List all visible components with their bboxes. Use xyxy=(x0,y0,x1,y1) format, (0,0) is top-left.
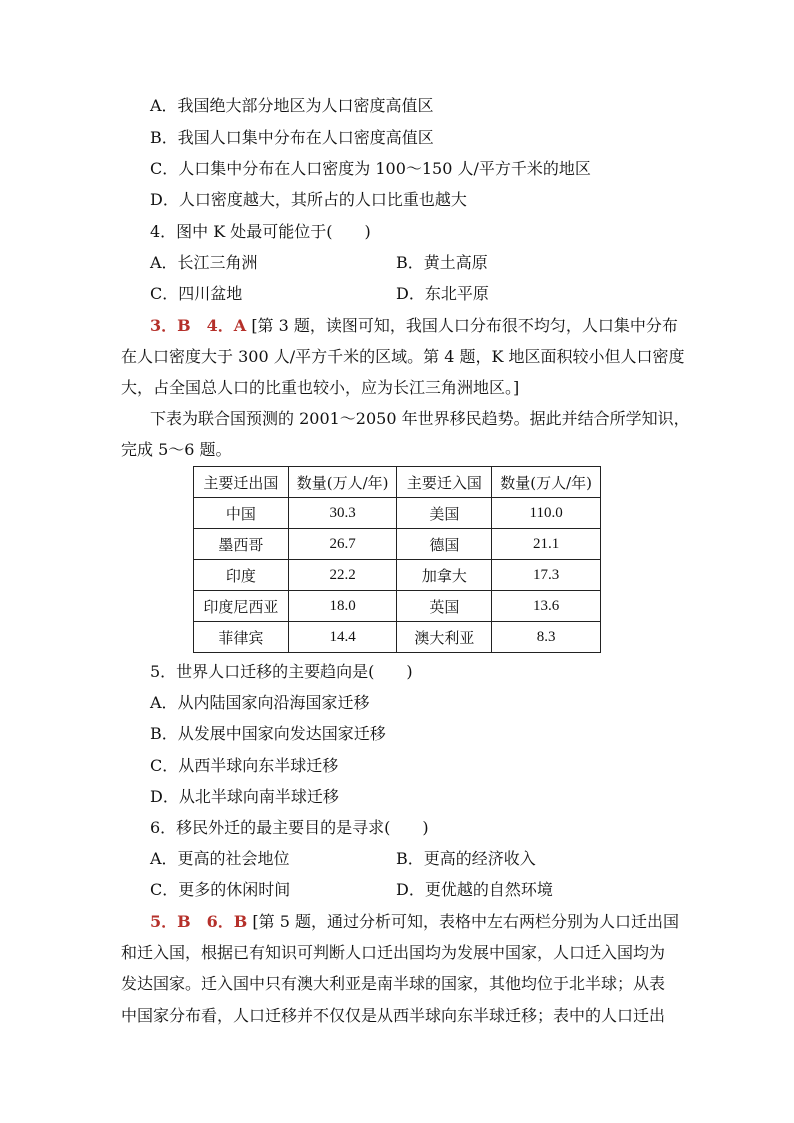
answer-56-line-1 xyxy=(150,912,679,932)
q4-stem: 4．图中 K 处最可能位于( ) xyxy=(150,222,371,241)
answer-34-label: 3．B 4．A xyxy=(150,316,247,335)
table-cell: 13.6 xyxy=(492,591,601,622)
header-emigration-count: 数量(万人/年) xyxy=(288,467,397,498)
answer-56-line-2: 和迁入国，根据已有知识可判断人口迁出国均为发展中国家，人口迁入国均为 xyxy=(121,943,666,962)
q3-option-d: D．人口密度越大，其所占的人口比重也越大 xyxy=(150,190,467,209)
q3-option-b: B．我国人口集中分布在人口密度高值区 xyxy=(150,128,434,147)
table-cell: 墨西哥 xyxy=(194,529,289,560)
table-cell: 澳大利亚 xyxy=(397,622,492,653)
answer-34-line-3: 大，占全国总人口的比重也较小，应为长江三角洲地区。] xyxy=(121,378,520,397)
table-cell: 30.3 xyxy=(288,498,397,529)
q6-stem: 6．移民外迁的最主要目的是寻求( ) xyxy=(150,818,429,837)
table-cell: 印度 xyxy=(194,560,289,591)
table-cell: 26.7 xyxy=(288,529,397,560)
table-row xyxy=(194,529,601,560)
header-immigration-country: 主要迁入国 xyxy=(397,467,492,498)
q5-stem: 5．世界人口迁移的主要趋向是( ) xyxy=(150,662,413,681)
answer-56-text-1: [第 5 题，通过分析可知，表格中左右两栏分别为人口迁出国 xyxy=(252,912,680,931)
q5-option-c: C．从西半球向东半球迁移 xyxy=(150,756,339,775)
q5-option-b: B．从发展中国家向发达国家迁移 xyxy=(150,724,386,743)
q5-option-a: A．从内陆国家向沿海国家迁移 xyxy=(150,693,370,712)
q4-option-c: C．四川盆地 xyxy=(150,284,243,303)
answer-56-line-3: 发达国家。迁入国中只有澳大利亚是南半球的国家，其他均位于北半球；从表 xyxy=(121,974,666,993)
header-emigration-country: 主要迁出国 xyxy=(194,467,289,498)
table-row xyxy=(194,622,601,653)
table-row xyxy=(194,560,601,591)
q3-option-a: A．我国绝大部分地区为人口密度高值区 xyxy=(150,96,434,115)
table-cell: 德国 xyxy=(397,529,492,560)
table-cell: 17.3 xyxy=(492,560,601,591)
q6-option-d: D．更优越的自然环境 xyxy=(396,880,553,899)
table-cell: 加拿大 xyxy=(397,560,492,591)
table-cell: 印度尼西亚 xyxy=(194,591,289,622)
table-cell: 中国 xyxy=(194,498,289,529)
table-cell: 美国 xyxy=(397,498,492,529)
answer-34-line-1 xyxy=(150,316,678,336)
table-cell: 22.2 xyxy=(288,560,397,591)
q6-option-a: A．更高的社会地位 xyxy=(150,849,290,868)
table-cell: 110.0 xyxy=(492,498,601,529)
answer-56-label: 5．B 6．B xyxy=(150,912,248,931)
answer-34-line-2: 在人口密度大于 300 人/平方千米的区域。第 4 题，K 地区面积较小但人口密度 xyxy=(121,347,685,366)
table-row xyxy=(194,591,601,622)
intro-line-1: 下表为联合国预测的 2001～2050 年世界移民趋势。据此并结合所学知识， xyxy=(150,409,690,428)
table-cell: 21.1 xyxy=(492,529,601,560)
table-cell: 14.4 xyxy=(288,622,397,653)
table-cell: 英国 xyxy=(397,591,492,622)
q4-option-a: A．长江三角洲 xyxy=(150,253,258,272)
q6-option-c: C．更多的休闲时间 xyxy=(150,880,291,899)
table-cell: 18.0 xyxy=(288,591,397,622)
q3-option-c: C．人口集中分布在人口密度为 100～150 人/平方千米的地区 xyxy=(150,159,591,178)
migration-table xyxy=(193,466,601,653)
q4-option-d: D．东北平原 xyxy=(396,284,489,303)
table-cell: 菲律宾 xyxy=(194,622,289,653)
answer-56-line-4: 中国家分布看，人口迁移并不仅仅是从西半球向东半球迁移；表中的人口迁出 xyxy=(121,1006,666,1025)
answer-34-text-1: [第 3 题，读图可知，我国人口分布很不均匀，人口集中分布 xyxy=(251,316,678,335)
table-header-row xyxy=(194,467,601,498)
q6-option-b: B．更高的经济收入 xyxy=(396,849,536,868)
table-row xyxy=(194,498,601,529)
q5-option-d: D．从北半球向南半球迁移 xyxy=(150,787,339,806)
q4-option-b: B．黄土高原 xyxy=(396,253,488,272)
header-immigration-count: 数量(万人/年) xyxy=(492,467,601,498)
intro-line-2: 完成 5～6 题。 xyxy=(121,440,232,459)
table-cell: 8.3 xyxy=(492,622,601,653)
